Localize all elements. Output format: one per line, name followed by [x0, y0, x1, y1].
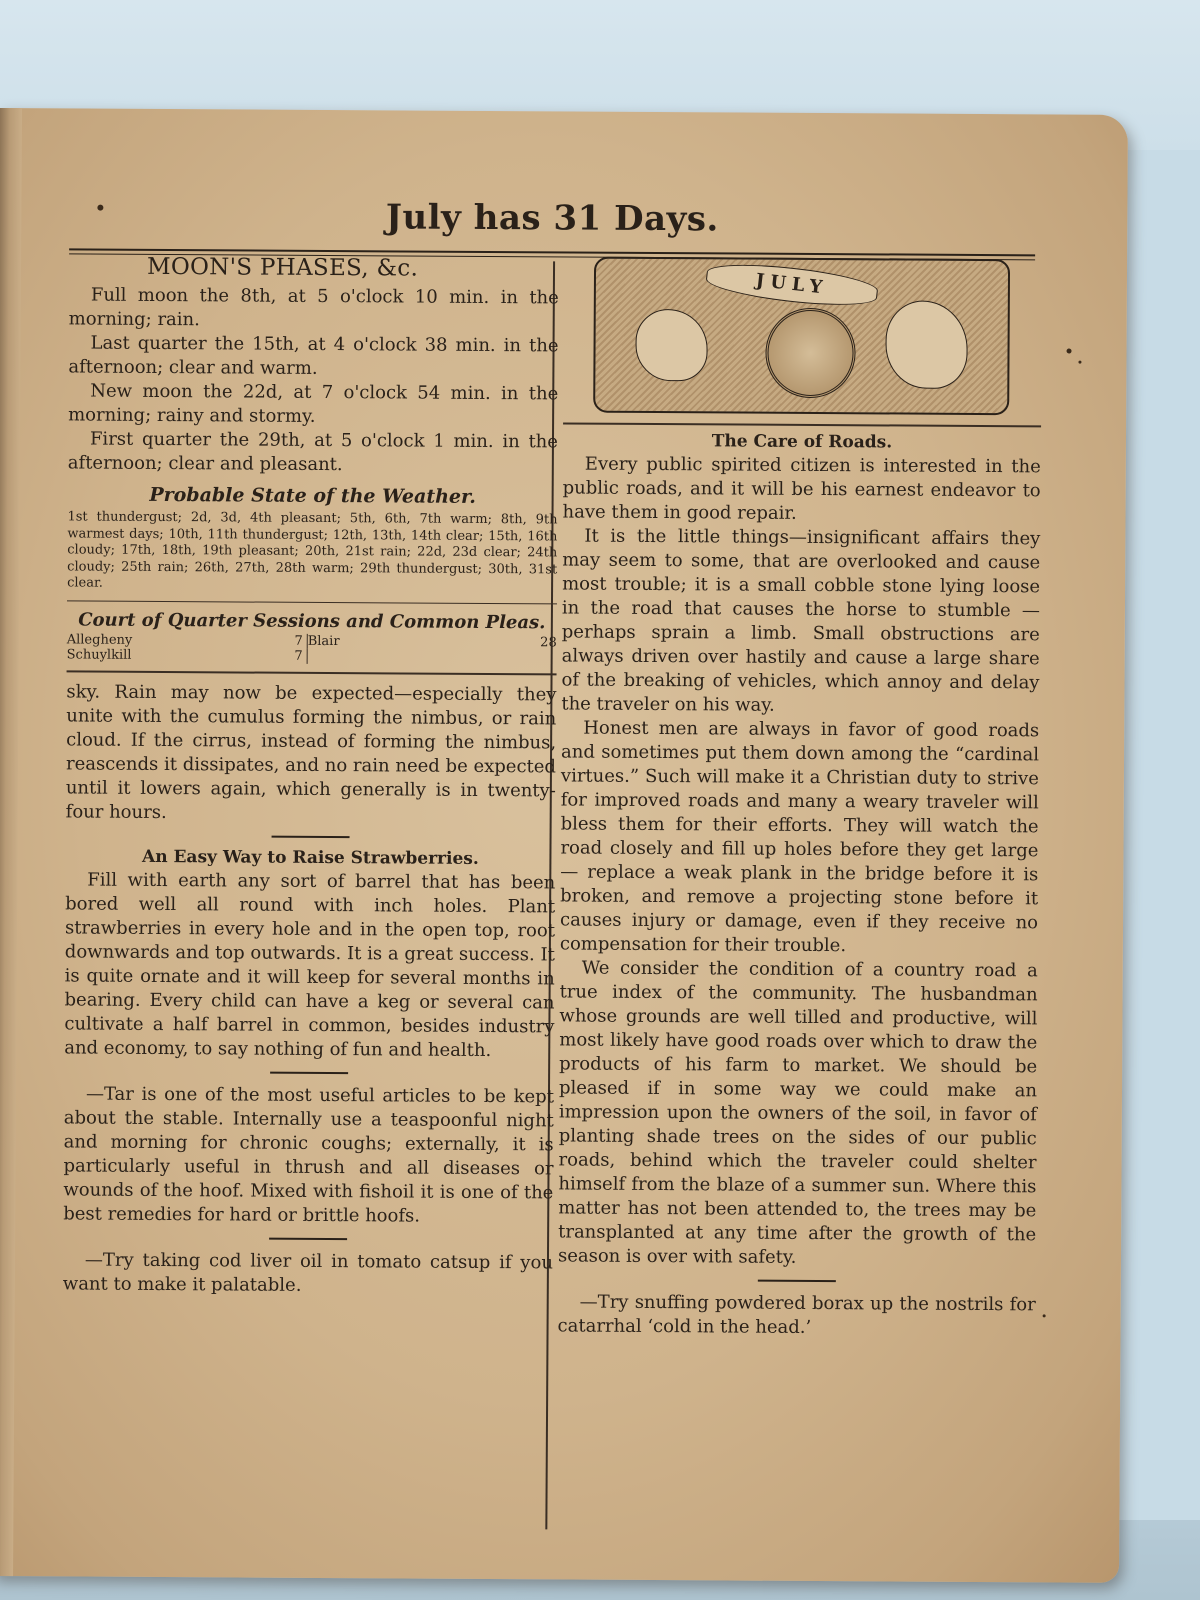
roads-paragraph: We consider the condition of a country road a true index of the community. The husbandman whose grounds are well tilled and productive, will most likely have good roads over which to draw the products of his farm to market. We should be pleased if in some way we could make an impression upon the owners of the soil, in favor of planting shade trees on the sides of our public roads, behind which the traveler could shelter himself from the blaze of a summer sun. Where this matter has not been attended to, the trees may be transplanted at any time after the growth of the season is over with safety.: [557, 957, 1038, 1268]
short-rule: [270, 1071, 348, 1073]
weather-text: 1st thundergust; 2d, 3d, 4th pleasant; 5th, 6th, 7th warm; 8th, 9th warmest days; 10th, 11th thundergust; 12th, 13th, 14th clear; 15th, 16th cloudy; 17th, 18th, 19th pleasant; 20th, 21st rain; 22d, 23d clear; 24th cloudy; 25th rain; 26th, 27th, 28th warm; 29th thundergust; 30th, 31st clear.: [67, 509, 558, 591]
short-rule: [758, 1279, 836, 1281]
child-figure: [885, 300, 968, 388]
moon-phase-entry: First quarter the 29th, at 5 o'clock 1 min. in the afternoon; clear and pleasant.: [67, 428, 559, 476]
roads-paragraph: Every public spirited citizen is interested in the public roads, and it will be his earnest endeavor to have them in good repair.: [562, 453, 1041, 524]
short-rule: [272, 835, 350, 837]
page-spine: [0, 108, 22, 1576]
cod-liver-oil-note: —Try taking cod liver oil in tomato catsup if you want to make it palatable.: [62, 1249, 554, 1296]
court-county: Allegheny: [66, 632, 133, 648]
page-title: July has 31 Days.: [385, 197, 719, 240]
court-day: 7: [294, 633, 303, 649]
court-county: Blair: [307, 634, 529, 650]
tar-note: —Tar is one of the most useful articles to be kept about the stable. Internally use a teaspoonful night and morning for chronic coughs; externally, it is particularly useful in thrush and all diseases or wounds of the hoof. Mixed with fishoil it is one of the best remedies for hard or brittle hoofs.: [63, 1083, 555, 1227]
court-title: Court of Quarter Sessions and Common Pleas.: [78, 609, 546, 634]
moon-phase-entry: Full moon the 8th, at 5 o'clock 10 min. in the morning; rain.: [68, 284, 559, 331]
ink-speck: [1067, 349, 1072, 354]
court-day: 7: [294, 648, 303, 664]
section-divider: [563, 422, 1041, 426]
july-ribbon: JULY: [705, 258, 880, 311]
moon-phases-title: MOON'S PHASES, &c.: [146, 253, 419, 282]
short-rule: [269, 1237, 347, 1239]
cherub-figure: [635, 309, 707, 381]
moon-phase-entry: Last quarter the 15th, at 4 o'clock 38 min. in the afternoon; clear and warm.: [68, 332, 559, 379]
weather-title: Probable State of the Weather.: [149, 483, 476, 508]
right-column: [557, 256, 1042, 1340]
roads-title: The Care of Roads.: [711, 430, 893, 452]
left-column: [63, 253, 559, 1298]
moon-phase-entry: New moon the 22d, at 7 o'clock 54 min. in the morning; rainy and stormy.: [68, 380, 559, 427]
borax-note: —Try snuffing powdered borax up the nostrils for catarrhal ‘cold in the head.’: [557, 1291, 1036, 1338]
court-day: [533, 650, 557, 665]
court-county: [307, 649, 529, 665]
almanac-page: [0, 108, 1128, 1583]
roads-paragraph: It is the little things—insignificant affairs they may seem to some, that are overlooked and cause most trouble; it is a small cobble stone lying loose in the road that causes the horse to stumble — perhaps sprain a limb. Small obstructions are always driven over hastily and cause a large share of the breaking of vehicles, which annoy and delay the traveler on his way.: [561, 525, 1041, 716]
strawberries-title: An Easy Way to Raise Strawberries.: [141, 846, 479, 869]
section-divider: [67, 600, 557, 604]
roads-paragraph: Honest men are always in favor of good roads and sometimes put them down among the “cardinal virtues.” Such will make it a Christian duty to strive for improved roads and many a weary traveler will bless them for their efforts. They will watch the road closely and fill up holes before they get large — replace a weak plank in the bridge before it is broken, and remove a projecting stone before it causes injury or damage, even if they receive no compensation for their trouble.: [559, 717, 1040, 956]
ink-speck: [1078, 361, 1081, 364]
strawberries-text: Fill with earth any sort of barrel that has been bored well all round with inch holes. Plant strawberries in every hole and in the open top, root downwards and top outwards. It is a great success. It is quite ornate and it will keep for several months in bearing. Every child can have a keg or several can cultivate a half barrel in common, besides industry and economy, to say nothing of fun and health.: [64, 869, 556, 1061]
sky-paragraph: sky. Rain may now be expected—especially they unite with the cumulus forming the nimbus, or rain cloud. If the cirrus, instead of forming the nimbus, reascends it dissipates, and no rain need be expected until it lowers again, which generally is in twenty-four hours.: [65, 680, 557, 823]
section-divider: [67, 670, 557, 674]
july-illustration: [593, 257, 1010, 416]
court-table: [67, 632, 557, 665]
medallion: [765, 308, 856, 399]
ink-speck: [1043, 1314, 1046, 1317]
court-day: 28: [540, 635, 557, 651]
court-county: Schuylkill: [66, 647, 132, 663]
